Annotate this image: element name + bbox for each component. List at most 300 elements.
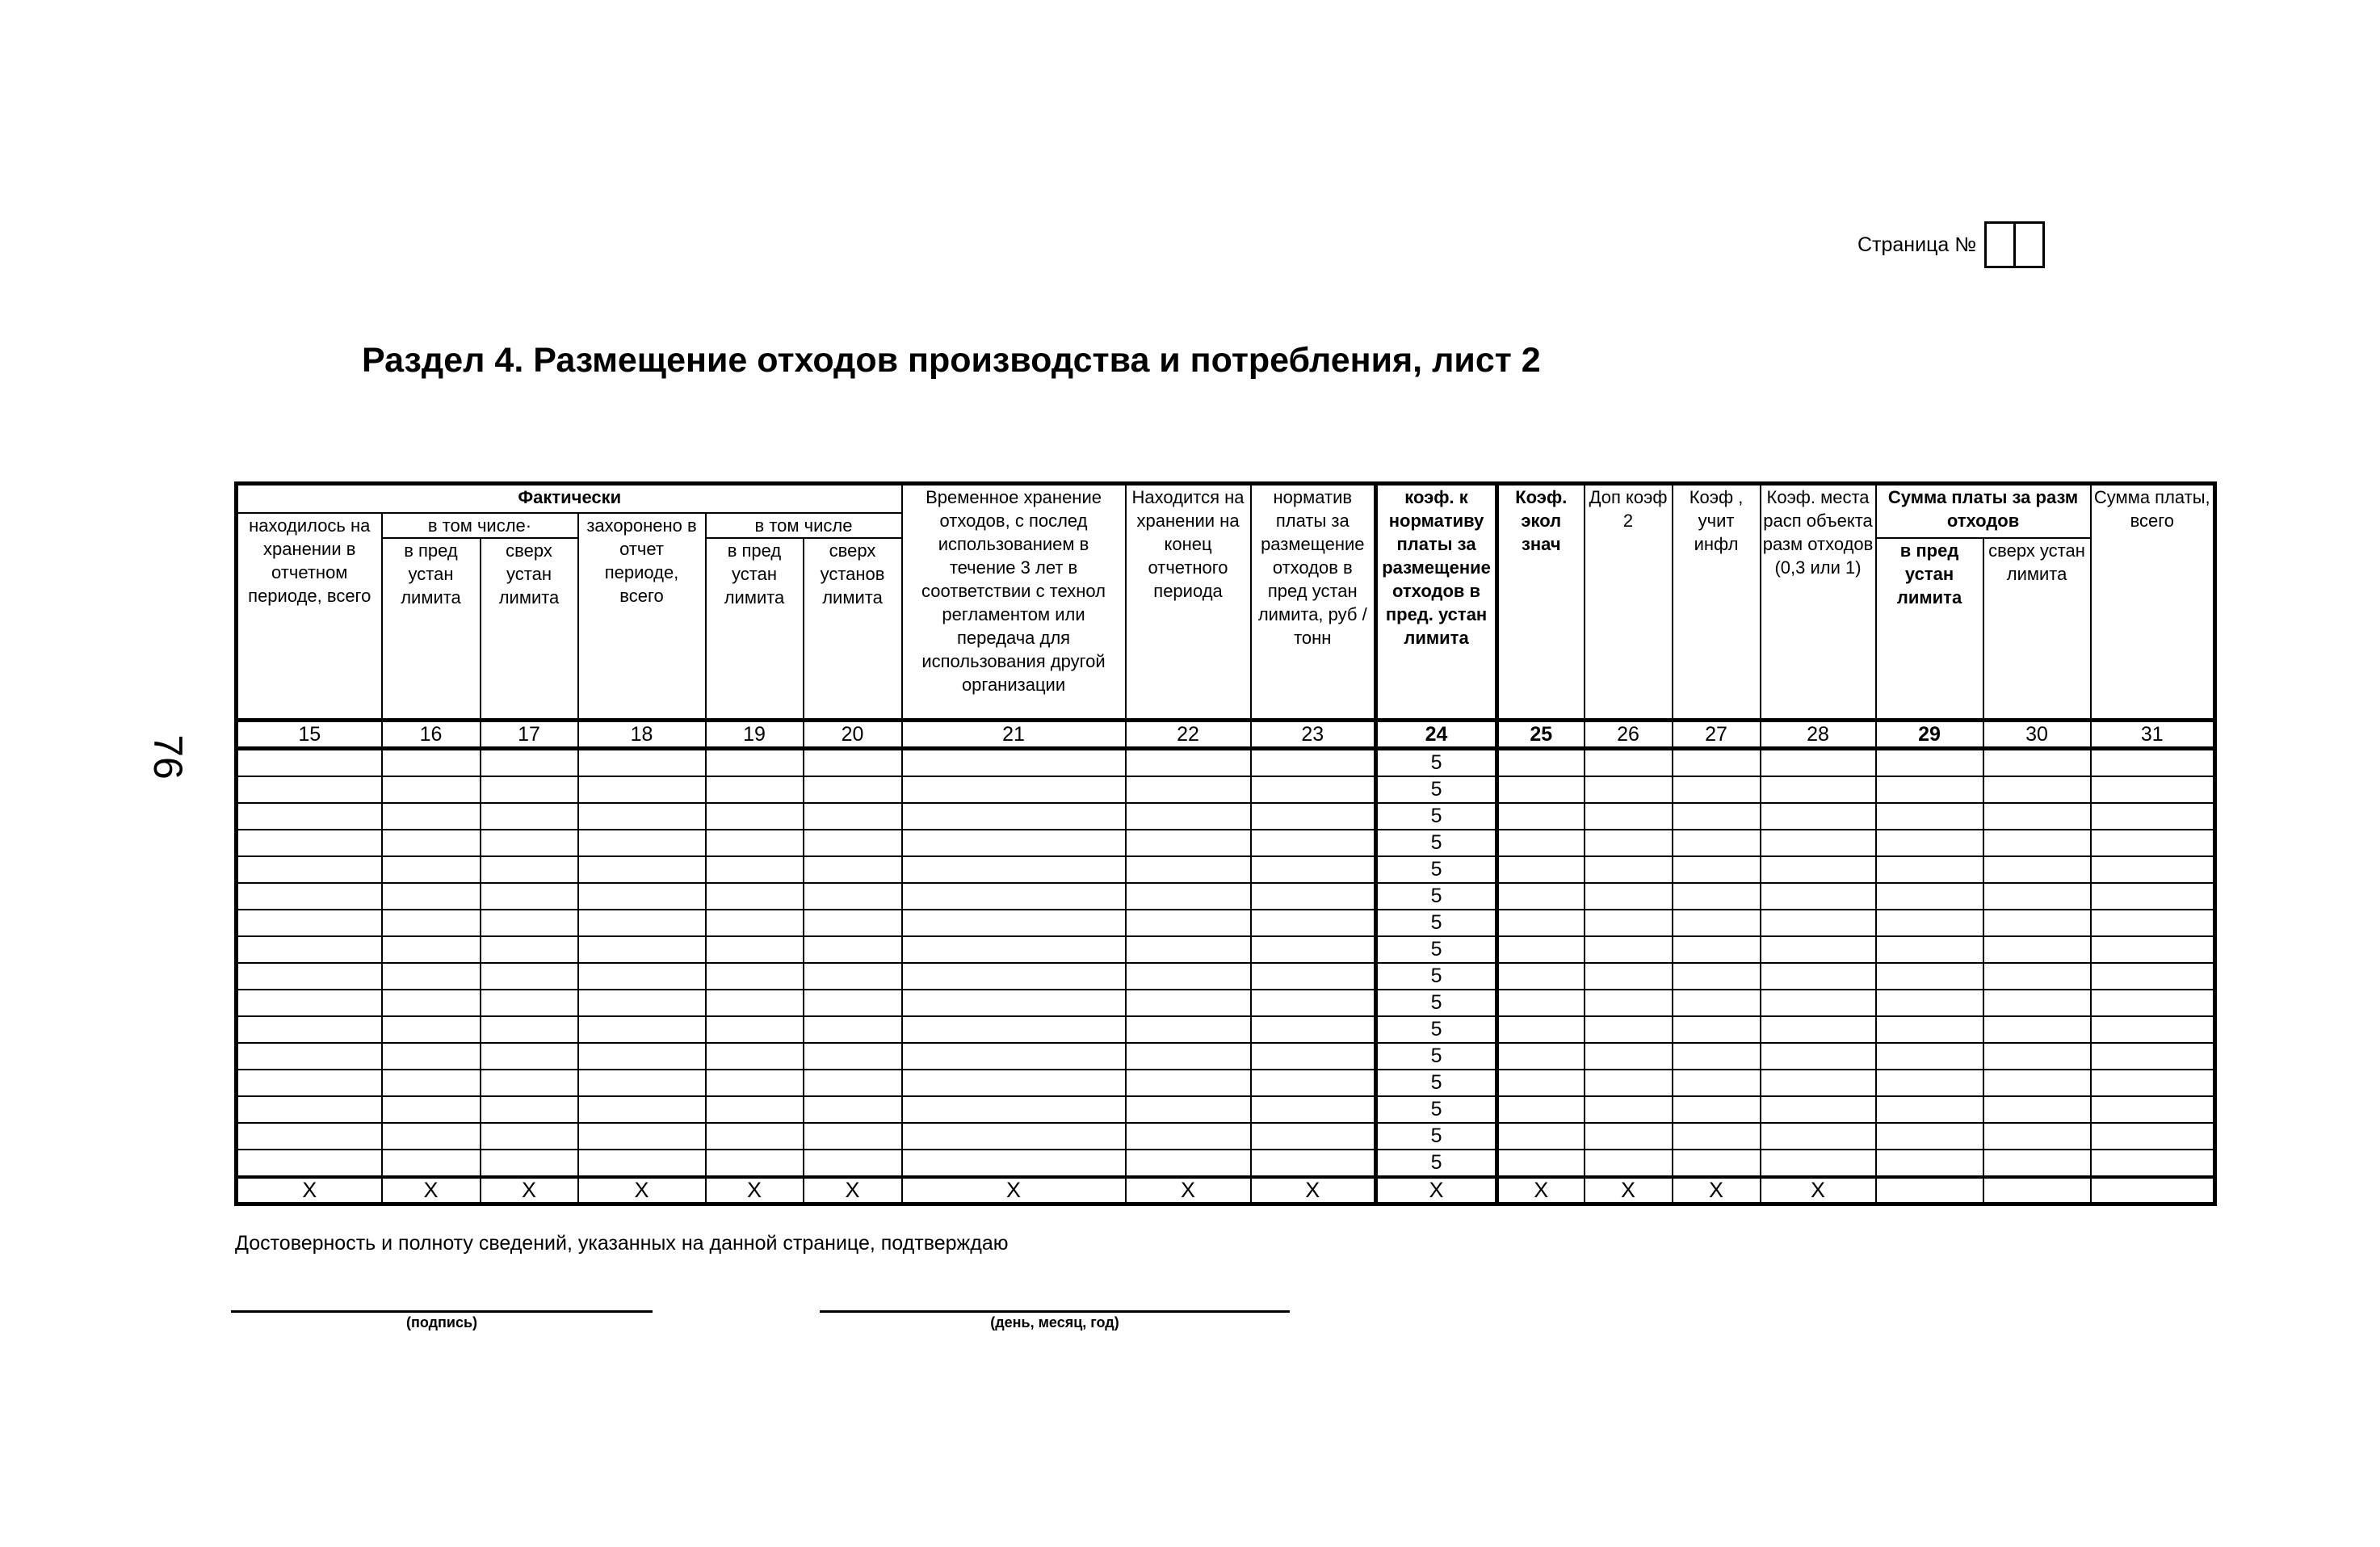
input-cell[interactable] <box>382 883 481 910</box>
table-row <box>237 1016 2215 1043</box>
input-cell[interactable] <box>1761 776 1876 803</box>
input-cell[interactable] <box>1497 910 1585 936</box>
input-cell[interactable] <box>1585 990 1673 1016</box>
input-cell[interactable] <box>2091 830 2215 856</box>
input-cell[interactable] <box>804 856 902 883</box>
input-cell[interactable] <box>1251 1096 1376 1123</box>
input-cell[interactable] <box>1126 749 1251 777</box>
input-cell[interactable] <box>1876 1043 1983 1070</box>
input-cell[interactable] <box>2091 936 2215 963</box>
input-cell[interactable] <box>1251 749 1376 777</box>
input-cell[interactable] <box>382 1070 481 1096</box>
input-cell[interactable] <box>1126 1070 1251 1096</box>
input-cell[interactable] <box>1251 1070 1376 1096</box>
signature-line[interactable] <box>231 1310 653 1313</box>
input-cell[interactable] <box>706 883 804 910</box>
input-cell[interactable] <box>1497 856 1585 883</box>
input-cell[interactable] <box>902 776 1126 803</box>
input-cell[interactable] <box>1761 1043 1876 1070</box>
input-cell[interactable] <box>1585 1096 1673 1123</box>
input-cell[interactable] <box>1126 776 1251 803</box>
input-cell[interactable] <box>382 1150 481 1177</box>
input-cell[interactable] <box>578 936 706 963</box>
input-cell[interactable] <box>1673 1096 1761 1123</box>
input-cell[interactable] <box>1497 749 1585 777</box>
coef-cell: 5 <box>1376 990 1497 1016</box>
column-number: 27 <box>1673 721 1761 749</box>
table-row <box>237 749 2215 777</box>
input-cell[interactable] <box>382 830 481 856</box>
input-cell[interactable] <box>706 1150 804 1177</box>
input-cell[interactable] <box>481 936 578 963</box>
input-cell[interactable] <box>2091 1123 2215 1150</box>
input-cell[interactable] <box>902 830 1126 856</box>
coef-cell: 5 <box>1376 1150 1497 1177</box>
coef-cell: 5 <box>1376 856 1497 883</box>
input-cell[interactable] <box>578 1096 706 1123</box>
input-cell[interactable] <box>1761 936 1876 963</box>
input-cell[interactable] <box>902 749 1126 777</box>
input-cell[interactable] <box>237 1096 382 1123</box>
input-cell[interactable] <box>578 749 706 777</box>
input-cell[interactable] <box>1251 883 1376 910</box>
input-cell[interactable] <box>481 1123 578 1150</box>
input-cell[interactable] <box>1876 963 1983 990</box>
confirmation-text: Достоверность и полноту сведений, указанных на данной странице, подтверждаю <box>235 1232 1009 1255</box>
input-cell[interactable] <box>1761 990 1876 1016</box>
input-cell[interactable] <box>1761 1016 1876 1043</box>
input-cell[interactable] <box>1983 830 2091 856</box>
input-cell[interactable] <box>1983 776 2091 803</box>
input-cell[interactable] <box>706 776 804 803</box>
input-cell[interactable] <box>804 1043 902 1070</box>
input-cell[interactable] <box>237 1123 382 1150</box>
input-cell[interactable] <box>1876 1016 1983 1043</box>
input-cell[interactable] <box>1673 990 1761 1016</box>
input-cell[interactable] <box>1497 990 1585 1016</box>
header-fakticheski: Фактически <box>237 484 902 513</box>
input-cell[interactable] <box>1126 830 1251 856</box>
input-cell[interactable] <box>1126 1016 1251 1043</box>
input-cell[interactable] <box>1497 1123 1585 1150</box>
input-cell[interactable] <box>237 936 382 963</box>
header-col25: Коэф. экол знач <box>1497 484 1585 721</box>
input-cell[interactable] <box>2091 990 2215 1016</box>
input-cell[interactable] <box>237 990 382 1016</box>
input-cell[interactable] <box>578 803 706 830</box>
input-cell[interactable] <box>481 856 578 883</box>
input-cell[interactable] <box>382 990 481 1016</box>
x-cell: X <box>1673 1177 1761 1204</box>
input-cell[interactable] <box>2091 749 2215 777</box>
input-cell[interactable] <box>1673 749 1761 777</box>
input-cell[interactable] <box>1983 803 2091 830</box>
input-cell[interactable] <box>804 936 902 963</box>
input-cell[interactable] <box>1983 856 2091 883</box>
input-cell[interactable] <box>1876 803 1983 830</box>
input-cell[interactable] <box>1876 910 1983 936</box>
input-cell[interactable] <box>706 1096 804 1123</box>
input-cell[interactable] <box>1983 990 2091 1016</box>
input-cell[interactable] <box>706 1016 804 1043</box>
input-cell[interactable] <box>1673 803 1761 830</box>
input-cell[interactable] <box>1126 936 1251 963</box>
input-cell[interactable] <box>1876 749 1983 777</box>
input-cell[interactable] <box>1497 830 1585 856</box>
input-cell[interactable] <box>1761 856 1876 883</box>
input-cell[interactable] <box>1876 830 1983 856</box>
coef-cell: 5 <box>1376 1016 1497 1043</box>
input-cell[interactable] <box>902 883 1126 910</box>
input-cell[interactable] <box>1673 1016 1761 1043</box>
input-cell[interactable] <box>382 1016 481 1043</box>
input-cell[interactable] <box>1876 856 1983 883</box>
input-cell[interactable] <box>1497 1016 1585 1043</box>
input-cell[interactable] <box>1585 803 1673 830</box>
input-cell[interactable] <box>382 963 481 990</box>
input-cell[interactable] <box>1761 1096 1876 1123</box>
input-cell[interactable] <box>1673 1123 1761 1150</box>
input-cell[interactable] <box>481 1070 578 1096</box>
header-col20: сверх установ лимита <box>804 538 902 721</box>
input-cell[interactable] <box>237 1016 382 1043</box>
input-cell[interactable] <box>578 1016 706 1043</box>
input-cell[interactable] <box>706 910 804 936</box>
x-cell[interactable] <box>1876 1177 1983 1204</box>
input-cell[interactable] <box>1251 1043 1376 1070</box>
input-cell[interactable] <box>902 1150 1126 1177</box>
input-cell[interactable] <box>382 1043 481 1070</box>
input-cell[interactable] <box>804 803 902 830</box>
input-cell[interactable] <box>578 1070 706 1096</box>
input-cell[interactable] <box>706 749 804 777</box>
input-cell[interactable] <box>1761 1070 1876 1096</box>
input-cell[interactable] <box>1126 856 1251 883</box>
input-cell[interactable] <box>706 856 804 883</box>
page-number-field <box>1857 221 2045 268</box>
input-cell[interactable] <box>804 1070 902 1096</box>
input-cell[interactable] <box>1983 1150 2091 1177</box>
input-cell[interactable] <box>1983 883 2091 910</box>
input-cell[interactable] <box>1585 1123 1673 1150</box>
input-cell[interactable] <box>1673 856 1761 883</box>
page-number-boxes[interactable] <box>1984 221 2045 268</box>
input-cell[interactable] <box>1126 1096 1251 1123</box>
input-cell[interactable] <box>1251 910 1376 936</box>
input-cell[interactable] <box>804 749 902 777</box>
input-cell[interactable] <box>578 910 706 936</box>
input-cell[interactable] <box>1497 1150 1585 1177</box>
input-cell[interactable] <box>804 830 902 856</box>
input-cell[interactable] <box>481 803 578 830</box>
input-cell[interactable] <box>1497 803 1585 830</box>
coef-cell: 5 <box>1376 776 1497 803</box>
input-cell[interactable] <box>2091 1043 2215 1070</box>
input-cell[interactable] <box>1983 1070 2091 1096</box>
input-cell[interactable] <box>1585 856 1673 883</box>
input-cell[interactable] <box>2091 776 2215 803</box>
input-cell[interactable] <box>1673 883 1761 910</box>
column-number: 29 <box>1876 721 1983 749</box>
input-cell[interactable] <box>1126 990 1251 1016</box>
input-cell[interactable] <box>382 803 481 830</box>
input-cell[interactable] <box>382 776 481 803</box>
input-cell[interactable] <box>902 963 1126 990</box>
input-cell[interactable] <box>706 990 804 1016</box>
coef-cell: 5 <box>1376 1070 1497 1096</box>
input-cell[interactable] <box>902 1043 1126 1070</box>
input-cell[interactable] <box>237 1043 382 1070</box>
input-cell[interactable] <box>481 883 578 910</box>
input-cell[interactable] <box>1761 963 1876 990</box>
input-cell[interactable] <box>237 910 382 936</box>
input-cell[interactable] <box>1251 803 1376 830</box>
input-cell[interactable] <box>1585 749 1673 777</box>
input-cell[interactable] <box>1876 1150 1983 1177</box>
input-cell[interactable] <box>706 936 804 963</box>
input-cell[interactable] <box>902 1016 1126 1043</box>
input-cell[interactable] <box>804 1123 902 1150</box>
input-cell[interactable] <box>1876 936 1983 963</box>
page-number-digit-box[interactable] <box>1984 221 2016 268</box>
input-cell[interactable] <box>578 830 706 856</box>
table-row <box>237 856 2215 883</box>
input-cell[interactable] <box>1585 1043 1673 1070</box>
input-cell[interactable] <box>2091 1016 2215 1043</box>
input-cell[interactable] <box>1251 990 1376 1016</box>
input-cell[interactable] <box>1585 1016 1673 1043</box>
input-cell[interactable] <box>1673 830 1761 856</box>
input-cell[interactable] <box>1251 936 1376 963</box>
input-cell[interactable] <box>237 883 382 910</box>
input-cell[interactable] <box>481 910 578 936</box>
input-cell[interactable] <box>1126 1043 1251 1070</box>
input-cell[interactable] <box>1251 1123 1376 1150</box>
input-cell[interactable] <box>1251 830 1376 856</box>
input-cell[interactable] <box>1585 963 1673 990</box>
input-cell[interactable] <box>1126 1150 1251 1177</box>
input-cell[interactable] <box>1761 830 1876 856</box>
input-cell[interactable] <box>1673 910 1761 936</box>
table-row <box>237 936 2215 963</box>
input-cell[interactable] <box>706 1043 804 1070</box>
input-cell[interactable] <box>578 1043 706 1070</box>
input-cell[interactable] <box>382 856 481 883</box>
input-cell[interactable] <box>1761 803 1876 830</box>
input-cell[interactable] <box>1876 1096 1983 1123</box>
input-cell[interactable] <box>902 803 1126 830</box>
x-cell: X <box>1376 1177 1497 1204</box>
input-cell[interactable] <box>578 1150 706 1177</box>
input-cell[interactable] <box>1585 883 1673 910</box>
input-cell[interactable] <box>902 1070 1126 1096</box>
x-cell[interactable] <box>1983 1177 2091 1204</box>
input-cell[interactable] <box>804 1096 902 1123</box>
input-cell[interactable] <box>1876 1070 1983 1096</box>
input-cell[interactable] <box>804 990 902 1016</box>
input-cell[interactable] <box>578 883 706 910</box>
input-cell[interactable] <box>1761 749 1876 777</box>
input-cell[interactable] <box>706 803 804 830</box>
input-cell[interactable] <box>2091 910 2215 936</box>
input-cell[interactable] <box>237 1070 382 1096</box>
input-cell[interactable] <box>1497 963 1585 990</box>
date-line[interactable] <box>820 1310 1290 1313</box>
x-cell: X <box>706 1177 804 1204</box>
x-cell: X <box>382 1177 481 1204</box>
input-cell[interactable] <box>481 1043 578 1070</box>
input-cell[interactable] <box>1673 776 1761 803</box>
input-cell[interactable] <box>1761 1123 1876 1150</box>
input-cell[interactable] <box>1673 1043 1761 1070</box>
input-cell[interactable] <box>706 830 804 856</box>
column-number: 15 <box>237 721 382 749</box>
input-cell[interactable] <box>1876 776 1983 803</box>
input-cell[interactable] <box>1585 910 1673 936</box>
input-cell[interactable] <box>481 749 578 777</box>
input-cell[interactable] <box>1585 1150 1673 1177</box>
input-cell[interactable] <box>1251 1150 1376 1177</box>
x-cell: X <box>237 1177 382 1204</box>
input-cell[interactable] <box>1497 1096 1585 1123</box>
input-cell[interactable] <box>804 963 902 990</box>
input-cell[interactable] <box>578 776 706 803</box>
input-cell[interactable] <box>481 1150 578 1177</box>
input-cell[interactable] <box>1761 910 1876 936</box>
input-cell[interactable] <box>1251 856 1376 883</box>
input-cell[interactable] <box>902 990 1126 1016</box>
input-cell[interactable] <box>1497 1043 1585 1070</box>
input-cell[interactable] <box>902 856 1126 883</box>
input-cell[interactable] <box>1126 883 1251 910</box>
input-cell[interactable] <box>1983 1043 2091 1070</box>
input-cell[interactable] <box>1876 883 1983 910</box>
input-cell[interactable] <box>1126 963 1251 990</box>
table-row <box>237 910 2215 936</box>
input-cell[interactable] <box>1983 910 2091 936</box>
input-cell[interactable] <box>2091 963 2215 990</box>
x-cell: X <box>1585 1177 1673 1204</box>
input-cell[interactable] <box>1876 990 1983 1016</box>
input-cell[interactable] <box>1876 1123 1983 1150</box>
input-cell[interactable] <box>2091 856 2215 883</box>
input-cell[interactable] <box>1585 830 1673 856</box>
input-cell[interactable] <box>1983 749 2091 777</box>
input-cell[interactable] <box>1497 883 1585 910</box>
input-cell[interactable] <box>1761 883 1876 910</box>
input-cell[interactable] <box>804 776 902 803</box>
input-cell[interactable] <box>237 856 382 883</box>
input-cell[interactable] <box>1983 1123 2091 1150</box>
input-cell[interactable] <box>481 830 578 856</box>
input-cell[interactable] <box>237 1150 382 1177</box>
input-cell[interactable] <box>481 776 578 803</box>
input-cell[interactable] <box>902 1123 1126 1150</box>
page-number-digit-box[interactable] <box>2013 221 2045 268</box>
input-cell[interactable] <box>706 1123 804 1150</box>
input-cell[interactable] <box>706 1070 804 1096</box>
input-cell[interactable] <box>382 1096 481 1123</box>
input-cell[interactable] <box>578 963 706 990</box>
input-cell[interactable] <box>1251 776 1376 803</box>
input-cell[interactable] <box>1126 1123 1251 1150</box>
header-col28: Коэф. места расп объекта разм отходов (0,3 или 1) <box>1761 484 1876 721</box>
x-cell: X <box>481 1177 578 1204</box>
coef-cell: 5 <box>1376 963 1497 990</box>
input-cell[interactable] <box>902 936 1126 963</box>
input-cell[interactable] <box>382 910 481 936</box>
input-cell[interactable] <box>1673 963 1761 990</box>
x-cell[interactable] <box>2091 1177 2215 1204</box>
input-cell[interactable] <box>1126 910 1251 936</box>
input-cell[interactable] <box>481 963 578 990</box>
input-cell[interactable] <box>2091 1070 2215 1096</box>
input-cell[interactable] <box>1497 936 1585 963</box>
input-cell[interactable] <box>1251 963 1376 990</box>
table-row <box>237 1150 2215 1177</box>
input-cell[interactable] <box>1497 1070 1585 1096</box>
input-cell[interactable] <box>804 910 902 936</box>
input-cell[interactable] <box>902 1096 1126 1123</box>
input-cell[interactable] <box>1585 1070 1673 1096</box>
input-cell[interactable] <box>1983 1016 2091 1043</box>
input-cell[interactable] <box>481 1016 578 1043</box>
input-cell[interactable] <box>382 1123 481 1150</box>
input-cell[interactable] <box>1585 936 1673 963</box>
input-cell[interactable] <box>1761 1150 1876 1177</box>
input-cell[interactable] <box>237 749 382 777</box>
input-cell[interactable] <box>804 1016 902 1043</box>
coef-cell: 5 <box>1376 1096 1497 1123</box>
input-cell[interactable] <box>804 883 902 910</box>
input-cell[interactable] <box>578 1123 706 1150</box>
input-cell[interactable] <box>237 803 382 830</box>
input-cell[interactable] <box>1983 1096 2091 1123</box>
input-cell[interactable] <box>2091 1096 2215 1123</box>
input-cell[interactable] <box>1983 963 2091 990</box>
input-cell[interactable] <box>2091 803 2215 830</box>
input-cell[interactable] <box>237 963 382 990</box>
column-number: 24 <box>1376 721 1497 749</box>
input-cell[interactable] <box>481 990 578 1016</box>
input-cell[interactable] <box>1585 776 1673 803</box>
section-title: Раздел 4. Размещение отходов производства и потребления, лист 2 <box>362 341 1541 380</box>
input-cell[interactable] <box>1673 1070 1761 1096</box>
input-cell[interactable] <box>1673 936 1761 963</box>
header-col30: сверх устан лимита <box>1983 538 2091 721</box>
input-cell[interactable] <box>1251 1016 1376 1043</box>
input-cell[interactable] <box>706 963 804 990</box>
input-cell[interactable] <box>578 856 706 883</box>
input-cell[interactable] <box>804 1150 902 1177</box>
input-cell[interactable] <box>382 936 481 963</box>
input-cell[interactable] <box>237 830 382 856</box>
input-cell[interactable] <box>1497 776 1585 803</box>
input-cell[interactable] <box>1126 803 1251 830</box>
input-cell[interactable] <box>1983 936 2091 963</box>
input-cell[interactable] <box>578 990 706 1016</box>
input-cell[interactable] <box>2091 1150 2215 1177</box>
input-cell[interactable] <box>481 1096 578 1123</box>
input-cell[interactable] <box>382 749 481 777</box>
input-cell[interactable] <box>1673 1150 1761 1177</box>
input-cell[interactable] <box>902 910 1126 936</box>
header-v-tom-chisle-1: в том числе· <box>382 513 578 538</box>
waste-placement-table <box>234 481 2217 1206</box>
input-cell[interactable] <box>237 776 382 803</box>
input-cell[interactable] <box>2091 883 2215 910</box>
x-cell: X <box>1126 1177 1251 1204</box>
